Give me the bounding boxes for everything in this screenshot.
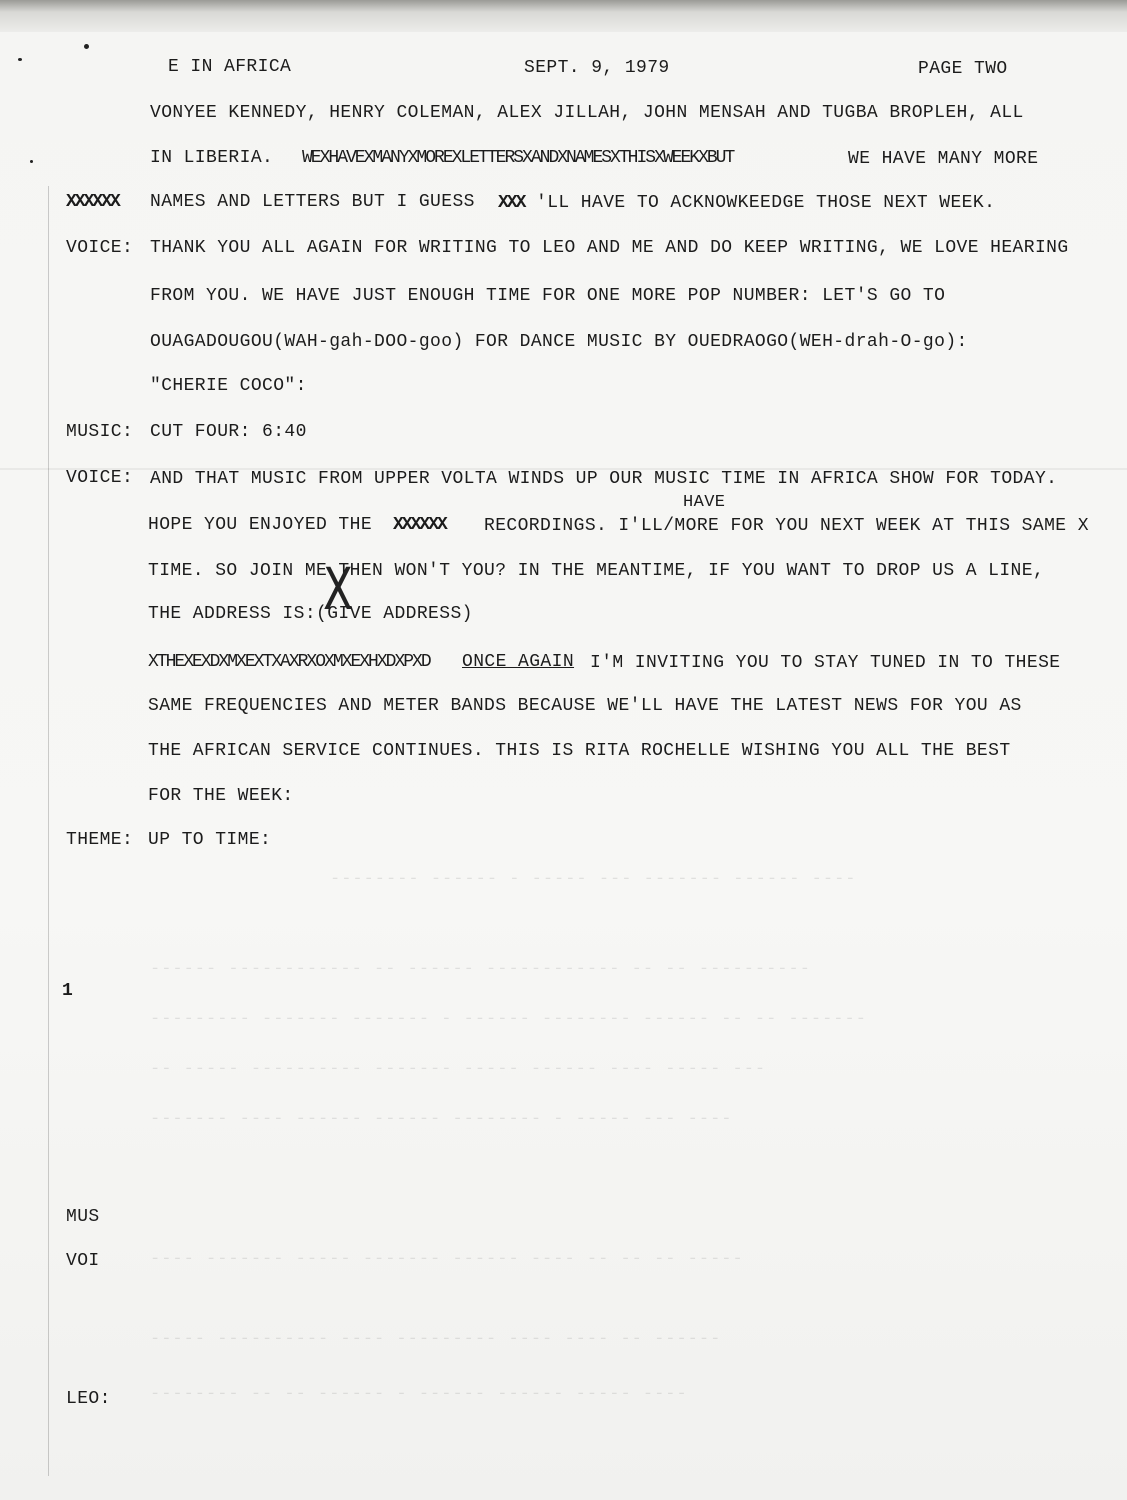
script-line: AND THAT MUSIC FROM UPPER VOLTA WINDS UP OUR MUSIC TIME IN AFRICA SHOW FOR TODAY. (150, 469, 1058, 489)
speaker-label: MUSIC: (66, 422, 134, 442)
script-line: SAME FREQUENCIES AND METER BANDS BECAUSE WE'LL HAVE THE LATEST NEWS FOR YOU AS (148, 696, 1022, 716)
bleed-through: ------ ------------ -- ------ ------------ -- -- ---------- (150, 960, 811, 979)
struck-out-label: XXXXXX (66, 192, 119, 212)
script-line: 'LL HAVE TO ACKNOWKEEDGE THOSE NEXT WEEK. (536, 193, 996, 213)
script-line: OUAGADOUGOU(WAH-gah-DOO-goo) FOR DANCE MUSIC BY OUEDRAOGO(WEH-drah-O-go): (150, 332, 968, 352)
bleed-through: -------- -- -- ------ - ------ ------ ----- ---- (150, 1385, 688, 1404)
underlying-page-edge (48, 186, 49, 1476)
punch-mark (18, 58, 22, 61)
script-line: IN LIBERIA. (150, 148, 274, 168)
show-title-fragment: E IN AFRICA (168, 57, 292, 77)
speaker-label: VOICE: (66, 238, 134, 258)
script-line: VONYEE KENNEDY, HENRY COLEMAN, ALEX JILLAH, JOHN MENSAH AND TUGBA BROPLEH, ALL (150, 103, 1024, 123)
script-line: UP TO TIME: (148, 830, 272, 850)
punch-mark (30, 160, 33, 163)
bleed-through: ---- ------- ----- ------- ------ ---- -- -- -- ----- (150, 1250, 744, 1269)
margin-fragment: MUS (66, 1207, 100, 1227)
bleed-through: -------- ------ - ----- --- ------- ------ ---- (330, 870, 857, 889)
margin-fragment: VOI (66, 1251, 100, 1271)
punch-mark (84, 44, 89, 49)
script-line: THE ADDRESS IS:(GIVE ADDRESS) (148, 604, 473, 624)
scan-top-edge (0, 0, 1127, 32)
bleed-through: ----- ---------- ---- --------- ---- ---- -- ------ (150, 1330, 722, 1349)
script-line: "CHERIE COCO": (150, 376, 307, 396)
margin-fragment: LEO: (66, 1389, 111, 1409)
script-date: SEPT. 9, 1979 (524, 58, 670, 78)
bleed-through: -- ----- ---------- ------- ----- ------ ---- ----- --- (150, 1060, 767, 1079)
struck-out-text: WEXHAVEXMANYXMOREXLETTERSXANDXNAMESXTHISXWEEKXBUT (302, 148, 734, 168)
struck-out-text: XTHEXEXDXMXEXTXAXRXOXMXEXHXDXPXD (148, 652, 430, 672)
script-line: FROM YOU. WE HAVE JUST ENOUGH TIME FOR ONE MORE POP NUMBER: LET'S GO TO (150, 286, 946, 306)
speaker-label: VOICE: (66, 468, 134, 488)
underlined-text: ONCE AGAIN (462, 652, 575, 672)
struck-out-text: XXXXXX (393, 515, 446, 535)
page-number: PAGE TWO (918, 59, 1008, 79)
script-line: FOR THE WEEK: (148, 786, 294, 806)
handwritten-insert: HAVE (683, 493, 726, 512)
speaker-label: THEME: (66, 830, 134, 850)
script-line: NAMES AND LETTERS BUT I GUESS (150, 192, 475, 212)
handwritten-x-mark: X (322, 555, 353, 623)
script-line: THANK YOU ALL AGAIN FOR WRITING TO LEO AND ME AND DO KEEP WRITING, WE LOVE HEARING (150, 238, 1069, 258)
bleed-through: --------- ------- ------- - ------ -------- ------ -- -- ------- (150, 1010, 867, 1029)
bleed-through: ------- ---- ------ ------ -------- - ----- --- ---- (150, 1110, 733, 1129)
script-line: THE AFRICAN SERVICE CONTINUES. THIS IS RITA ROCHELLE WISHING YOU ALL THE BEST (148, 741, 1011, 761)
script-line: TIME. SO JOIN ME THEN WON'T YOU? IN THE MEANTIME, IF YOU WANT TO DROP US A LINE, (148, 561, 1045, 581)
margin-fragment: 1 (62, 981, 74, 1001)
script-line: I'M INVITING YOU TO STAY TUNED IN TO THESE (590, 653, 1061, 673)
script-line: WE HAVE MANY MORE (848, 149, 1039, 169)
struck-out-text: XXX (498, 193, 525, 213)
script-line: HOPE YOU ENJOYED THE (148, 515, 373, 535)
script-line: RECORDINGS. I'LL/MORE FOR YOU NEXT WEEK AT THIS SAME X (484, 516, 1089, 536)
script-line: CUT FOUR: 6:40 (150, 422, 307, 442)
